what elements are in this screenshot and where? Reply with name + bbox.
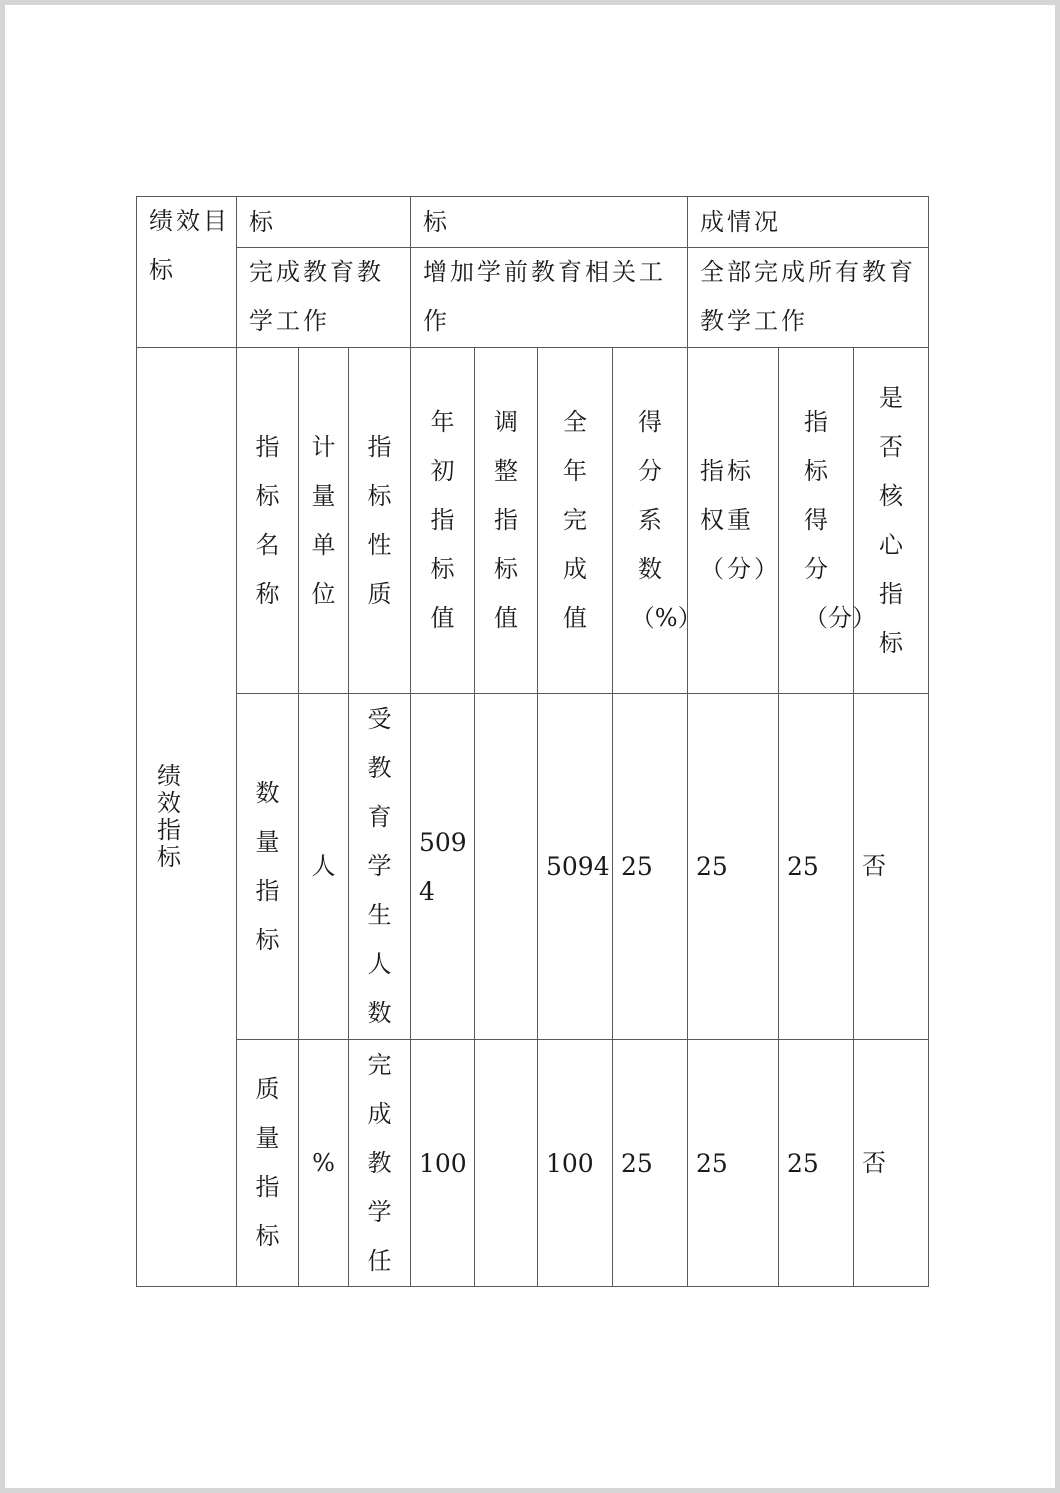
cell-core-text: 否 xyxy=(862,1148,889,1177)
indicator-label: 绩效指标 xyxy=(157,762,181,871)
table-row xyxy=(137,694,929,1040)
col-header-unit-text: 计量单位 xyxy=(311,432,336,608)
cell-completed-text: 5094 xyxy=(546,852,610,881)
col-header-adjusted-text: 调整指标值 xyxy=(494,408,518,632)
cell-adjusted xyxy=(475,694,538,1040)
col-header-score xyxy=(779,348,876,694)
goal-content-text-2: 增加学前教育相关工作 xyxy=(423,258,666,335)
cell-unit-text: 人 xyxy=(311,852,336,880)
col-header-score-coef xyxy=(613,348,702,694)
cell-unit xyxy=(299,694,349,1040)
col-header-initial-text: 年初指标值 xyxy=(430,408,455,632)
cell-completed-text: 100 xyxy=(546,1148,594,1178)
col-header-adjusted xyxy=(475,348,538,694)
goal-header-text-1: 标 xyxy=(249,207,276,236)
cell-unit xyxy=(299,1040,349,1287)
col-header-core-text: 是否核心指标 xyxy=(879,383,903,657)
col-header-nature xyxy=(349,348,411,694)
cell-name-text: 数量指标 xyxy=(255,778,280,954)
cell-score-coef xyxy=(613,694,688,1040)
cell-core xyxy=(854,1040,929,1287)
col-header-score-coef-text: 得分系数（%） xyxy=(630,408,702,632)
cell-score-coef xyxy=(613,1040,688,1287)
indicator-header-row xyxy=(137,348,929,694)
goal-header-text-3: 成情况 xyxy=(700,207,781,236)
cell-score-coef-text: 25 xyxy=(621,1148,653,1178)
cell-completed xyxy=(538,694,613,1040)
goal-content-text-3: 全部完成所有教育教学工作 xyxy=(700,258,916,335)
performance-table xyxy=(136,196,929,1287)
cell-initial-text: 100 xyxy=(419,1148,467,1178)
cell-score xyxy=(779,1040,854,1287)
cell-nature-text: 完成教学任 xyxy=(367,1050,392,1275)
cell-score xyxy=(779,694,854,1040)
cell-unit-text: % xyxy=(312,1148,335,1177)
goal-header-text-2: 标 xyxy=(423,207,450,236)
cell-initial xyxy=(411,1040,475,1287)
cell-nature xyxy=(349,1040,411,1287)
col-header-completed xyxy=(538,348,613,694)
cell-score-text: 25 xyxy=(787,852,819,881)
cell-name xyxy=(237,1040,299,1287)
col-header-score-text: 指标得分（分） xyxy=(804,408,876,632)
cell-weight-text: 25 xyxy=(696,852,728,881)
cell-weight xyxy=(688,694,779,1040)
cell-core xyxy=(854,694,929,1040)
goal-content-cell-1 xyxy=(237,248,411,348)
col-header-nature-text: 指标性质 xyxy=(367,432,392,608)
cell-score-text: 25 xyxy=(787,1148,819,1178)
cell-initial xyxy=(411,694,475,1040)
goal-header-cell-1 xyxy=(237,197,411,248)
cell-adjusted xyxy=(475,1040,538,1287)
goal-content-cell-3 xyxy=(688,248,929,348)
goal-content-cell-2 xyxy=(411,248,688,348)
goal-header-cell-3 xyxy=(688,197,929,248)
col-header-name xyxy=(237,348,299,694)
col-header-unit xyxy=(299,348,349,694)
cell-completed xyxy=(538,1040,613,1287)
col-header-weight xyxy=(688,348,779,694)
goal-header-cell-2 xyxy=(411,197,688,248)
cell-name xyxy=(237,694,299,1040)
col-header-completed-text: 全年完成值 xyxy=(563,408,587,632)
goal-header-row xyxy=(137,197,929,248)
goal-label: 绩效目标 xyxy=(149,207,230,284)
col-header-core xyxy=(854,348,929,694)
cell-score-coef-text: 25 xyxy=(621,852,653,881)
indicator-label-cell xyxy=(137,348,237,1287)
col-header-initial xyxy=(411,348,475,694)
cell-weight-text: 25 xyxy=(696,1148,728,1178)
cell-nature-text: 受教育学生人数 xyxy=(367,705,392,1027)
goal-content-row xyxy=(137,248,929,348)
cell-initial-text: 5094 xyxy=(419,827,467,906)
col-header-weight-text: 指标权重（分） xyxy=(700,457,781,583)
cell-nature xyxy=(349,694,411,1040)
goal-content-text-1: 完成教育教学工作 xyxy=(249,258,384,335)
cell-core-text: 否 xyxy=(862,852,889,880)
cell-name-text: 质量指标 xyxy=(255,1075,280,1250)
cell-weight xyxy=(688,1040,779,1287)
col-header-name-text: 指标名称 xyxy=(255,432,280,608)
table-row xyxy=(137,1040,929,1287)
goal-label-cell xyxy=(137,197,237,348)
